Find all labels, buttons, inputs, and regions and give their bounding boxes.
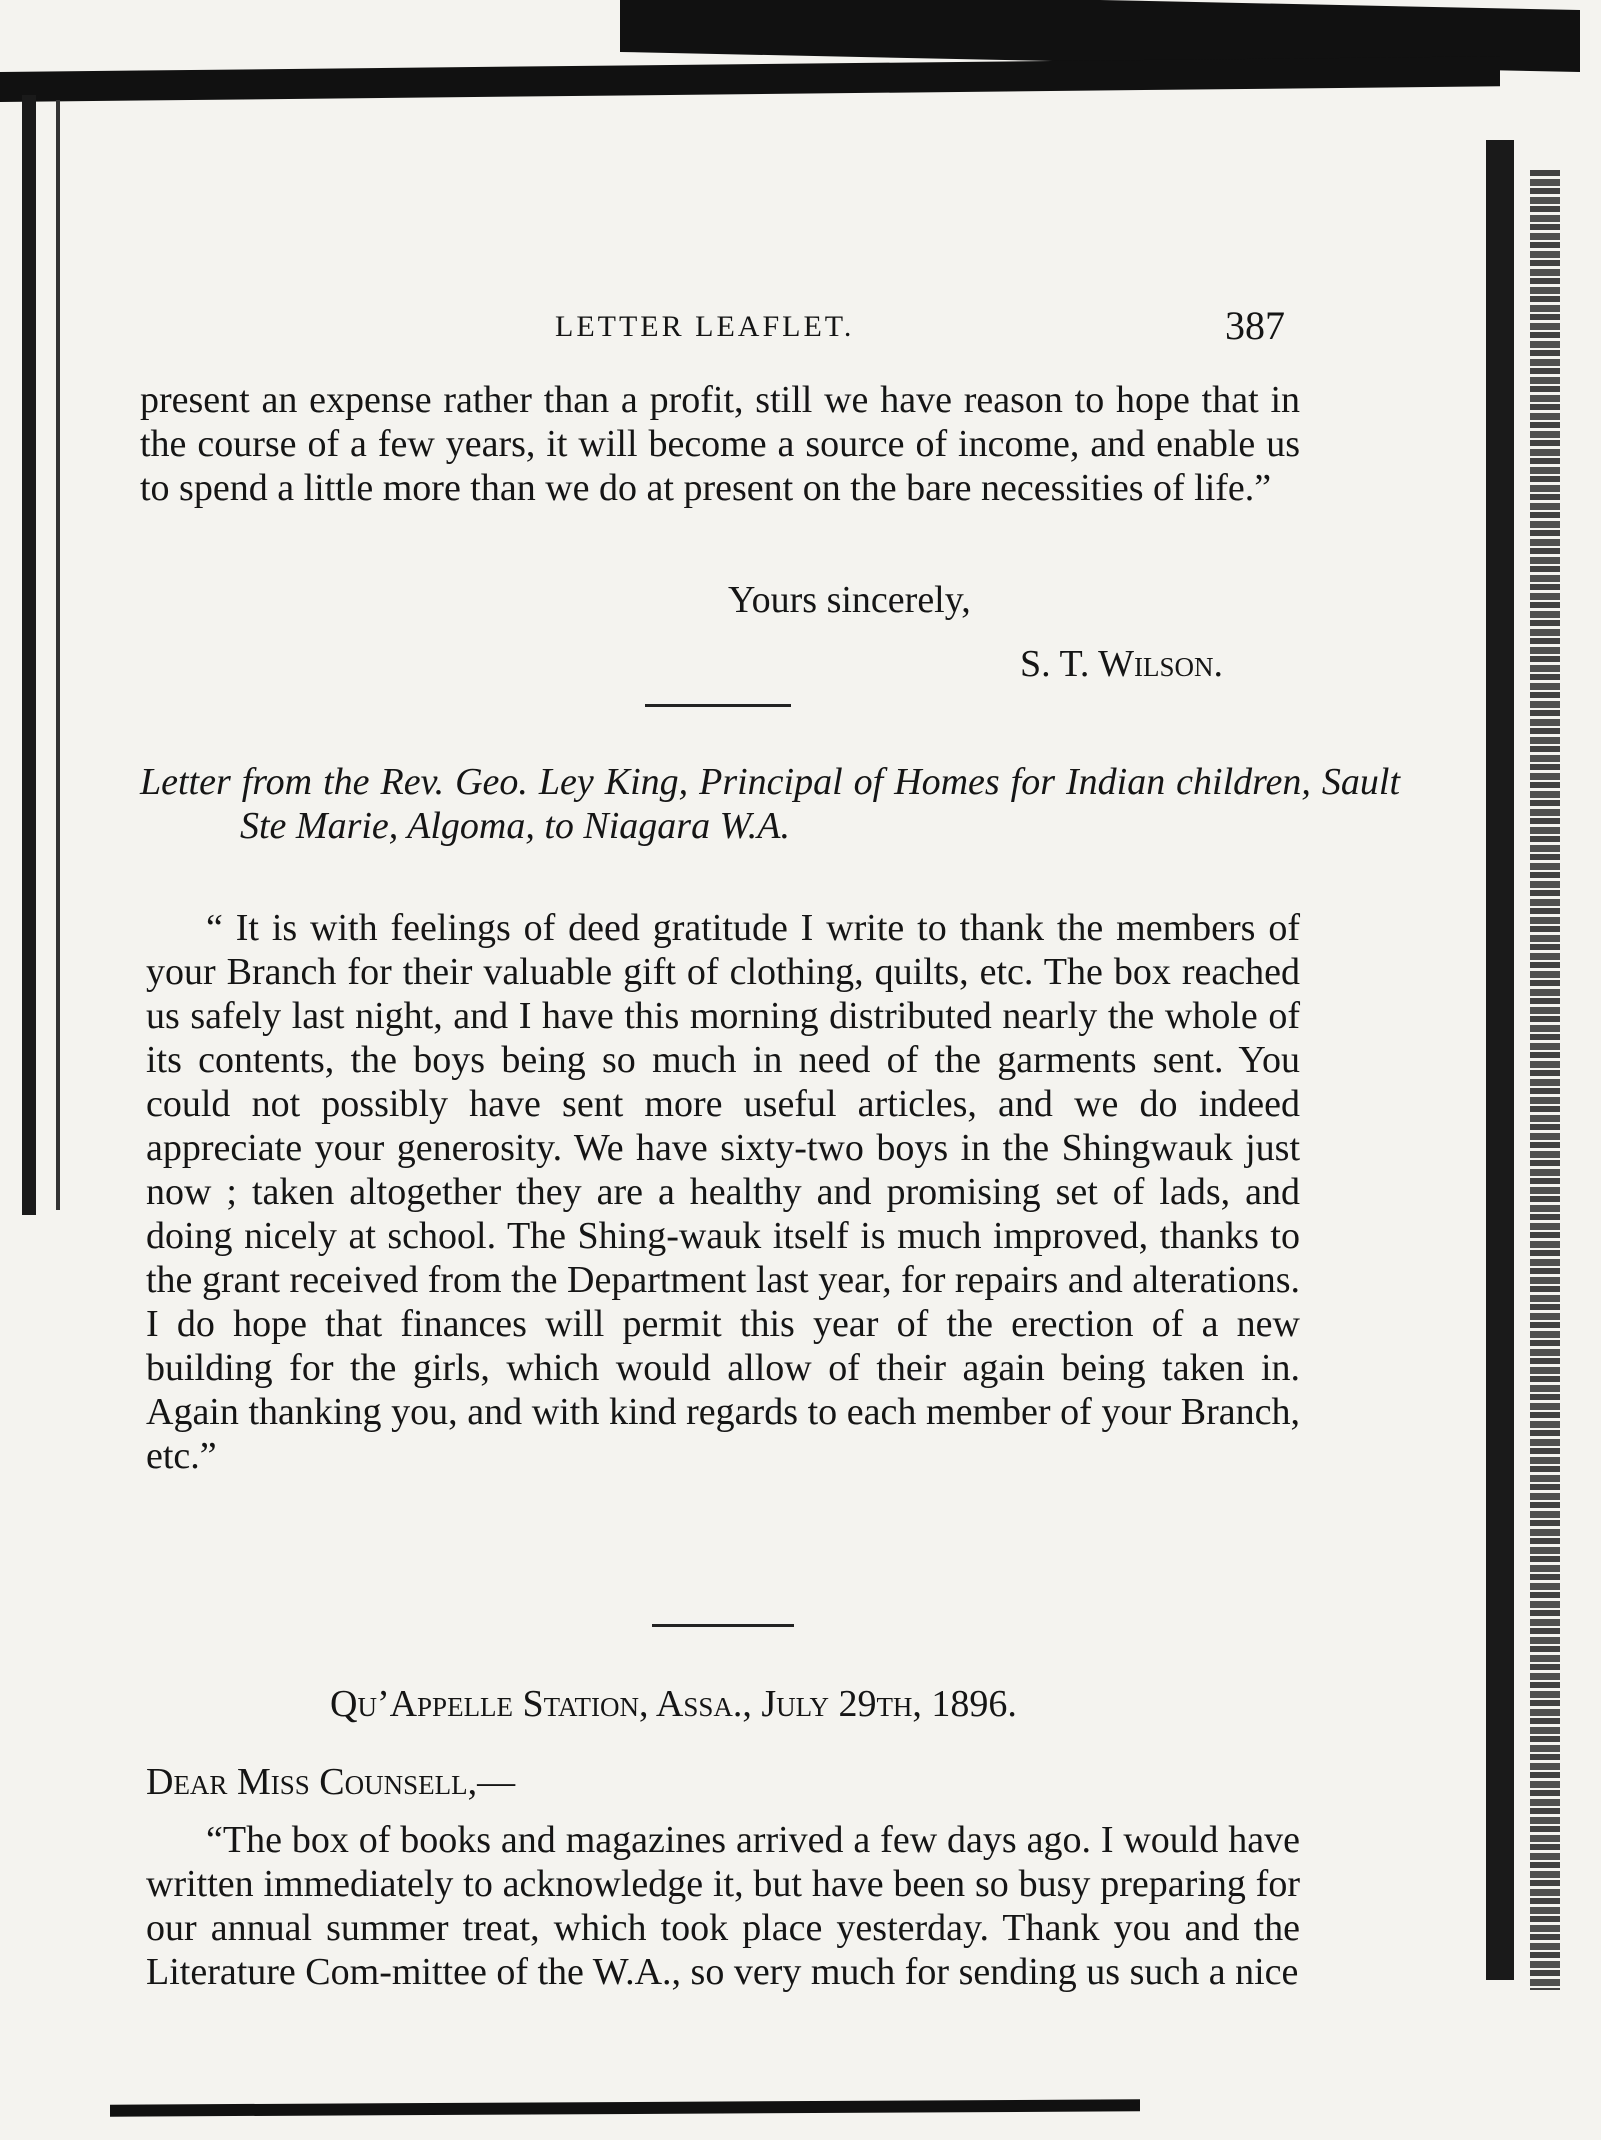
page-header xyxy=(0,302,1601,352)
scan-border-bottom xyxy=(110,2099,1140,2116)
closing-salutation: Yours sincerely, xyxy=(728,579,971,621)
closing-signature: S. T. Wilson. xyxy=(1020,643,1224,685)
section-divider-2 xyxy=(652,1624,794,1627)
dateline: Qu’Appelle Station, Assa., July 29th, 1896. xyxy=(330,1683,1017,1725)
scan-border-top xyxy=(0,56,1500,102)
scan-border-left-inner xyxy=(56,100,60,1210)
scan-border-left xyxy=(22,95,36,1215)
letter-body xyxy=(146,906,1300,1478)
scan-border-right-noise xyxy=(1530,170,1560,1990)
letter-body-text: “ It is with feelings of deed gratitude I write to thank the members of your Branch for their valuable gift of clothing, quilts, etc. The box reached us safely last night, and I have this morning distributed nearly the whole of its contents, the boys being so much in need of the garments sent. You could not possibly have sent more useful articles, and we do indeed appreciate your generosity. We have sixty-two boys in the Shingwauk just now ; taken altogether they are a healthy and promising set of lads, and doing nicely at school. The Shing-wauk itself is much improved, thanks to the grant received from the Department last year, for repairs and alterations. I do hope that finances will permit this year of the erection of a new building for the girls, which would allow of their again being taken in. Again thanking you, and with kind regards to each member of your Branch, etc.” xyxy=(146,907,1300,1477)
running-title: LETTER LEAFLET. xyxy=(555,310,855,343)
letter3-body xyxy=(146,1818,1300,1994)
page-number: 387 xyxy=(1225,303,1285,348)
letter-salutation: Dear Miss Counsell,— xyxy=(146,1761,516,1803)
letter-heading: Letter from the Rev. Geo. Ley King, Principal of Homes for Indian children, Sault Ste Marie, Algoma, to Niagara W.A. xyxy=(140,761,1400,847)
continuation-text: present an expense rather than a profit, still we have reason to hope that in the course of a few years, it will become a source of income, and enable us to spend a little more than we do at present on the bare necessities of life.” xyxy=(140,379,1300,509)
letter3-body-text: “The box of books and magazines arrived a few days ago. I would have written immediately to acknowledge it, but have been so busy preparing for our annual summer treat, which took place yesterday. Thank you and the Literature Com-mittee of the W.A., so very much for sending us such a nice xyxy=(146,1819,1300,1993)
scan-border-right xyxy=(1486,140,1514,1980)
section-divider xyxy=(645,704,791,707)
continuation-paragraph xyxy=(140,378,1300,510)
